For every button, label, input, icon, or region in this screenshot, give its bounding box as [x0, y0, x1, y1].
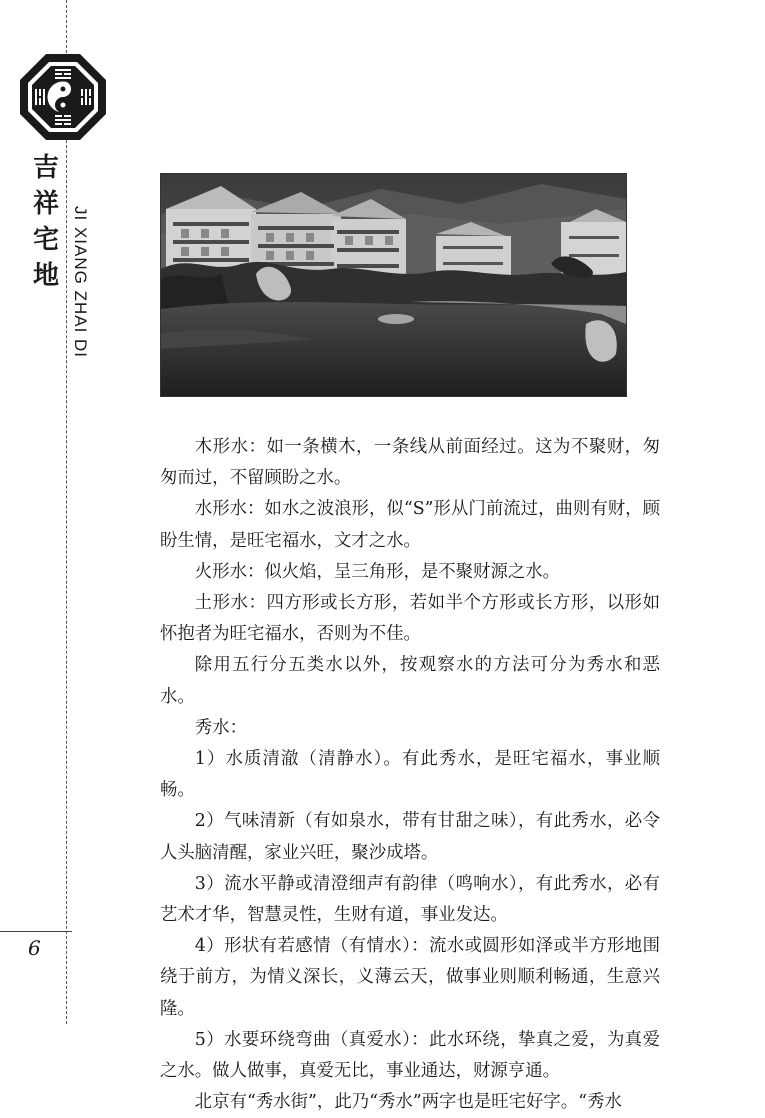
villa-pond-photo	[160, 173, 627, 397]
margin-dashed-line	[66, 0, 67, 1024]
paragraph: 木形水：如一条横木，一条线从前面经过。这为不聚财，匆匆而过，不留顾盼之水。	[160, 437, 660, 489]
paragraph: 水形水：如水之波浪形，似“S”形从门前流过，曲则有财，顾盼生情，是旺宅福水，文才之水。	[160, 499, 660, 551]
paragraph: 1）水质清澈（清静水）。有此秀水，是旺宅福水，事业顺畅。	[160, 749, 660, 801]
paragraph: 4）形状有若感情（有情水）：流水或圆形如泽或半方形地围绕于前方，为情义深长，义薄云天，做事业则顺利畅通，生意兴隆。	[160, 936, 660, 1019]
paragraph: 秀水：	[194, 717, 247, 738]
paragraph: 土形水：四方形或长方形，若如半个方形或长方形，以形如怀抱者为旺宅福水，否则为不佳。	[160, 593, 660, 645]
paragraph: 2）气味清新（有如泉水，带有甘甜之味），有此秀水，必令人头脑清醒，家业兴旺，聚沙成塔。	[160, 811, 660, 863]
paragraph: 火形水：似火焰，呈三角形，是不聚财源之水。	[194, 561, 561, 582]
running-title-pinyin: JI XIANG ZHAI DI	[71, 206, 90, 359]
paragraph: 北京有“秀水街”，此乃“秀水”两字也是旺宅好字。“秀水	[194, 1092, 622, 1113]
running-title	[30, 150, 62, 294]
paragraph: 除用五行分五类水以外，按观察水的方法可分为秀水和恶水。	[160, 655, 660, 707]
title-char: 吉	[32, 153, 59, 183]
title-char: 宅	[32, 225, 59, 255]
paragraph: 3）流水平静或清澄细声有韵律（鸣响水），有此秀水，必有艺术才华，智慧灵性，生财有道，事业发达。	[160, 873, 660, 926]
page-number: 6	[28, 936, 41, 960]
title-char: 地	[32, 261, 59, 291]
bagua-taiji-icon	[18, 52, 108, 142]
paragraph: 5）水要环绕弯曲（真爱水）：此水环绕，挚真之爱，为真爱之水。做人做事，真爱无比，事业通达，财源亨通。	[160, 1029, 660, 1082]
title-char: 祥	[32, 189, 59, 219]
body-text	[160, 432, 660, 1118]
page-number-rule	[0, 931, 72, 932]
